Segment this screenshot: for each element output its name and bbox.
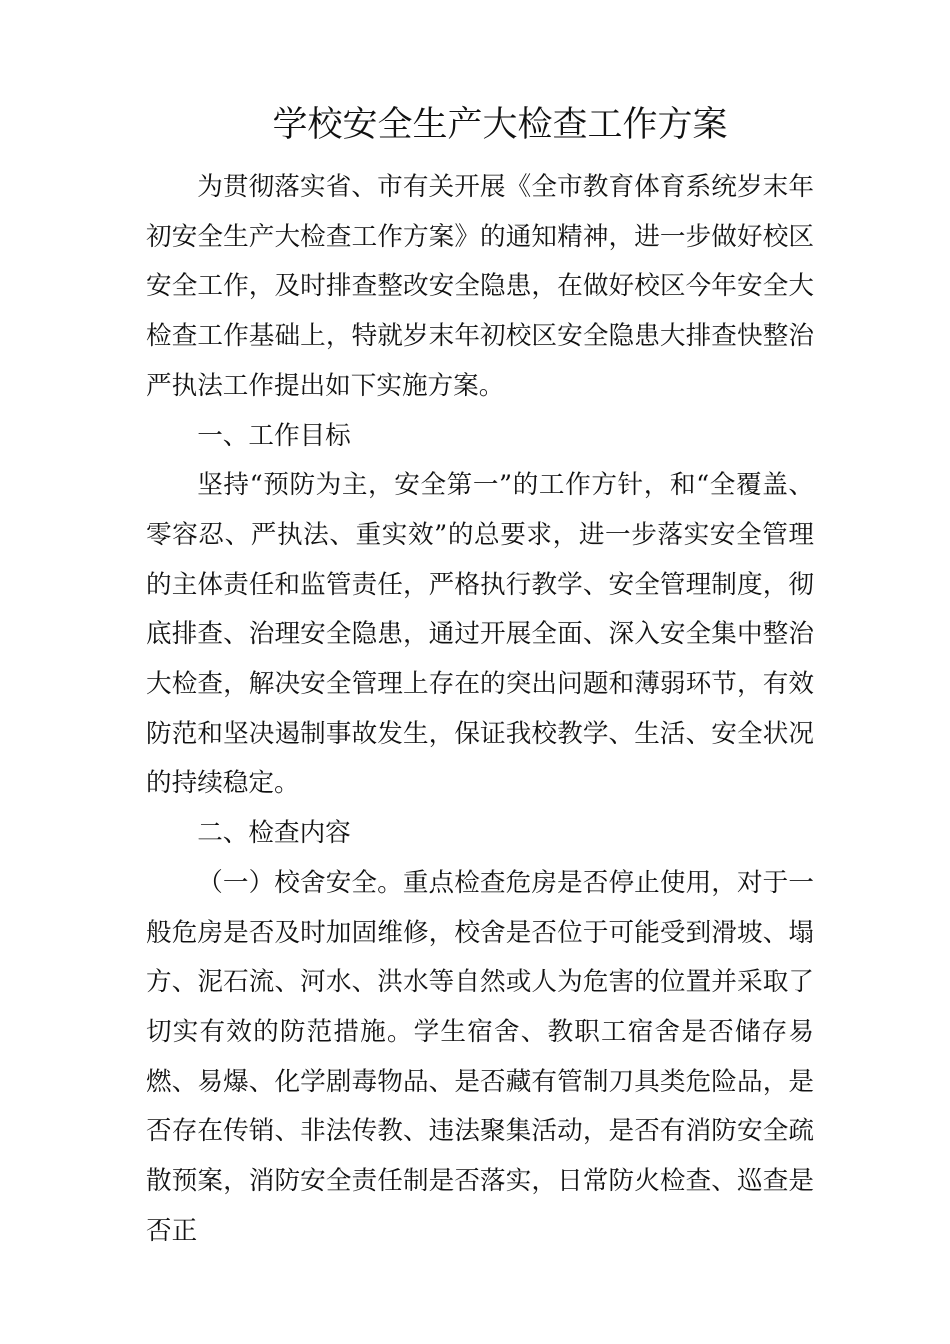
section-heading-goals: 一、工作目标 [197,420,351,451]
document-title: 学校安全生产大检查工作方案 [272,105,728,145]
goals-paragraph: 坚持“预防为主，安全第一”的工作方针，和“全覆盖、零容忍、严执法、重实效”的总要求，进一步落实安全管理的主体责任和监管责任，严格执行教学、安全管理制度，彻底排查、治理安全隐患，通过开展全面、深入安全集中整治大检查，解决安全管理上存在的突出问题和薄弱环节，有效防范和坚决遏制事故发生，保证我校教学、生活、安全状况的持续稳定。 [146,470,814,799]
content-paragraph: （一）校舍安全。重点检查危房是否停止使用，对于一般危房是否及时加固维修，校舍是否位于可能受到滑坡、塌方、泥石流、河水、洪水等自然或人为危害的位置并采取了切实有效的防范措施。学生宿舍、教职工宿舍是否储存易燃、易爆、化学剧毒物品、是否藏有管制刀具类危险品，是否存在传销、非法传教、违法聚集活动，是否有消防安全疏散预案，消防安全责任制是否落实，日常防火检查、巡查是否正 [146,867,814,1246]
section-heading-content: 二、检查内容 [197,818,351,849]
document-body [146,163,814,1256]
intro-paragraph: 为贯彻落实省、市有关开展《全市教育体育系统岁末年初安全生产大检查工作方案》的通知精神，进一步做好校区安全工作，及时排查整改安全隐患，在做好校区今年安全大检查工作基础上，特就岁末年初校区安全隐患大排查快整治严执法工作提出如下实施方案。 [146,172,814,401]
